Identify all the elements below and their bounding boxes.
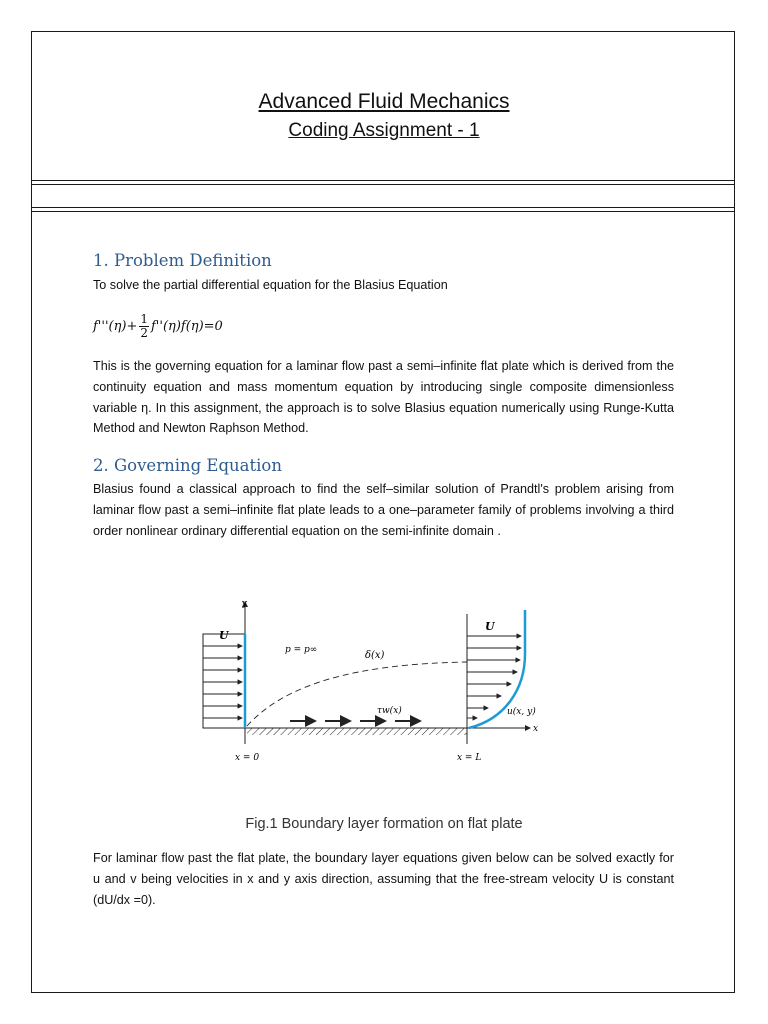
tau-label: τw(x) [377,706,402,716]
equation-term2: f''(η)f(η)=0 [151,318,223,334]
xL-label: x = L [457,753,482,763]
blasius-equation [93,308,223,344]
equation-term1: f'''(η)+ [93,318,138,334]
section2-heading: 2. Governing Equation [93,456,282,475]
figure-caption: Fig.1 Boundary layer formation on flat plate [245,816,523,832]
pressure-label: p = p∞ [285,645,318,655]
flat-plate [247,728,467,735]
boundary-layer-figure [195,594,555,774]
document-subtitle: Coding Assignment - 1 [288,120,480,141]
inflow-u-label: U [219,629,229,642]
header-rule-3 [31,207,735,208]
header-rule-2 [31,184,735,185]
inflow-arrows [203,646,242,718]
y-axis-label: y [242,599,248,609]
section1-heading: 1. Problem Definition [93,251,272,270]
fraction-numerator: 1 [140,311,148,326]
x0-label: x = 0 [235,753,260,763]
section2-body: Blasius found a classical approach to find the self–similar solution of Prandtl's problem arising from laminar flow past a semi–infinite flat plate leads to a one–parameter family of problems involving a third order nonlinear ordinary differential equation on the semi-infinite domain . [93,482,674,538]
outlet-u-label: U [485,620,495,633]
inflow-box [203,634,245,728]
header-rule-4 [31,211,735,212]
boundary-layer-edge [247,662,467,726]
fraction-denominator: 2 [140,325,148,340]
equation-fraction [139,313,149,340]
closing-body: For laminar flow past the flat plate, the boundary layer equations given below can be solved exactly for u and v being velocities in x and y axis direction, assuming that the free-stream velocity U is constant (dU/dx =0). [93,851,674,907]
x-axis-label: x [533,724,539,734]
delta-label: δ(x) [365,650,385,661]
header-rule-1 [31,180,735,181]
document-title: Advanced Fluid Mechanics [258,90,510,113]
section1-body: This is the governing equation for a laminar flow past a semi–infinite flat plate which is derived from the continuity equation and mass momentum equation by introducing single composite dimensionless variable η. In this assignment, the approach is to solve Blasius equation numerically using Runge-Kutta Method and Newton Raphson Method. [93,359,674,436]
uxy-label: u(x, y) [507,707,536,717]
outlet-arrows [467,636,521,718]
section1-intro: To solve the partial differential equation for the Blasius Equation [93,278,448,292]
